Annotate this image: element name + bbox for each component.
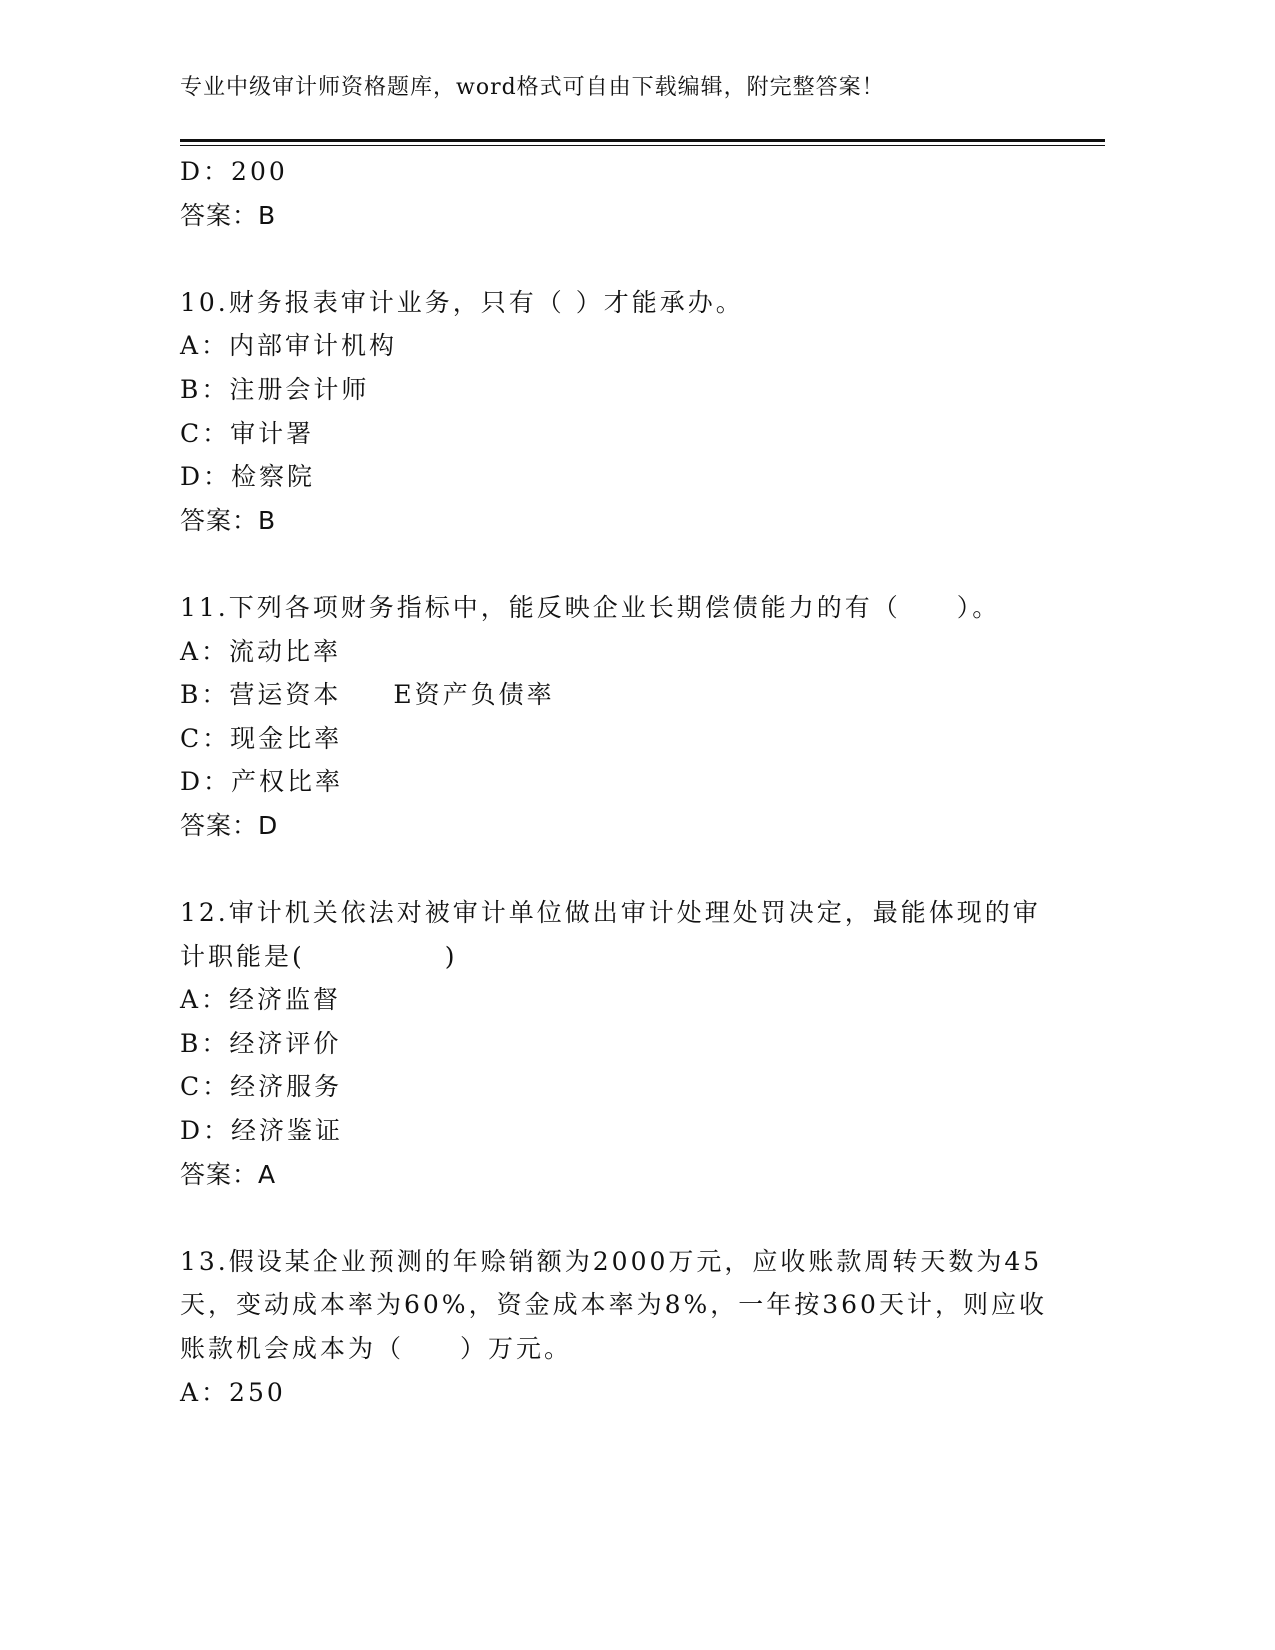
option-c: C：审计署 bbox=[180, 418, 315, 448]
spacer bbox=[180, 1196, 1060, 1240]
spacer bbox=[180, 848, 1060, 892]
question-content bbox=[180, 150, 1060, 1414]
answer: 答案：B bbox=[180, 505, 277, 535]
option-a: A：流动比率 bbox=[180, 636, 342, 666]
prev-answer: 答案：B bbox=[180, 200, 277, 230]
question-10 bbox=[180, 281, 1060, 543]
option-c: C：经济服务 bbox=[180, 1072, 343, 1102]
question-stem-line-1: 12.审计机关依法对被审计单位做出审计处理处罚决定，最能体现的审 bbox=[180, 898, 1041, 928]
option-d: D：检察院 bbox=[180, 462, 316, 492]
option-d: D：产权比率 bbox=[180, 767, 344, 797]
spacer bbox=[180, 542, 1060, 586]
question-stem-line-1: 13.假设某企业预测的年赊销额为2000万元，应收账款周转天数为45 bbox=[180, 1246, 1043, 1276]
question-12 bbox=[180, 891, 1060, 1196]
question-stem-line-2: 天，变动成本率为60%，资金成本率为8%，一年按360天计，则应收 bbox=[180, 1290, 1047, 1320]
option-b-row bbox=[180, 673, 1060, 717]
option-c: C：现金比率 bbox=[180, 723, 343, 753]
answer: 答案：D bbox=[180, 810, 279, 840]
header-rule-thick bbox=[180, 139, 1105, 142]
option-b: B：经济评价 bbox=[180, 1028, 342, 1058]
page-header: 专业中级审计师资格题库，word格式可自由下载编辑，附完整答案！ bbox=[180, 75, 885, 100]
question-13 bbox=[180, 1240, 1060, 1414]
option-b: B：注册会计师 bbox=[180, 374, 370, 404]
question-stem: 11.下列各项财务指标中，能反映企业长期偿债能力的有（ ）。 bbox=[180, 592, 1001, 622]
header-rule-thin bbox=[180, 145, 1105, 146]
question-stem-line-3: 账款机会成本为（ ）万元。 bbox=[180, 1334, 573, 1364]
option-e: E资产负债率 bbox=[393, 680, 555, 710]
question-stem-line-2: 计职能是( ) bbox=[180, 941, 458, 971]
question-11 bbox=[180, 586, 1060, 848]
prev-option-d: D：200 bbox=[180, 157, 288, 186]
option-a: A：250 bbox=[180, 1377, 286, 1407]
answer: 答案：A bbox=[180, 1159, 277, 1189]
option-d: D：经济鉴证 bbox=[180, 1116, 344, 1146]
option-a: A：内部审计机构 bbox=[180, 331, 398, 361]
option-a: A：经济监督 bbox=[180, 985, 342, 1015]
option-b: B：营运资本 bbox=[180, 680, 342, 710]
spacer bbox=[180, 237, 1060, 281]
question-stem: 10.财务报表审计业务，只有（ ）才能承办。 bbox=[180, 287, 744, 317]
